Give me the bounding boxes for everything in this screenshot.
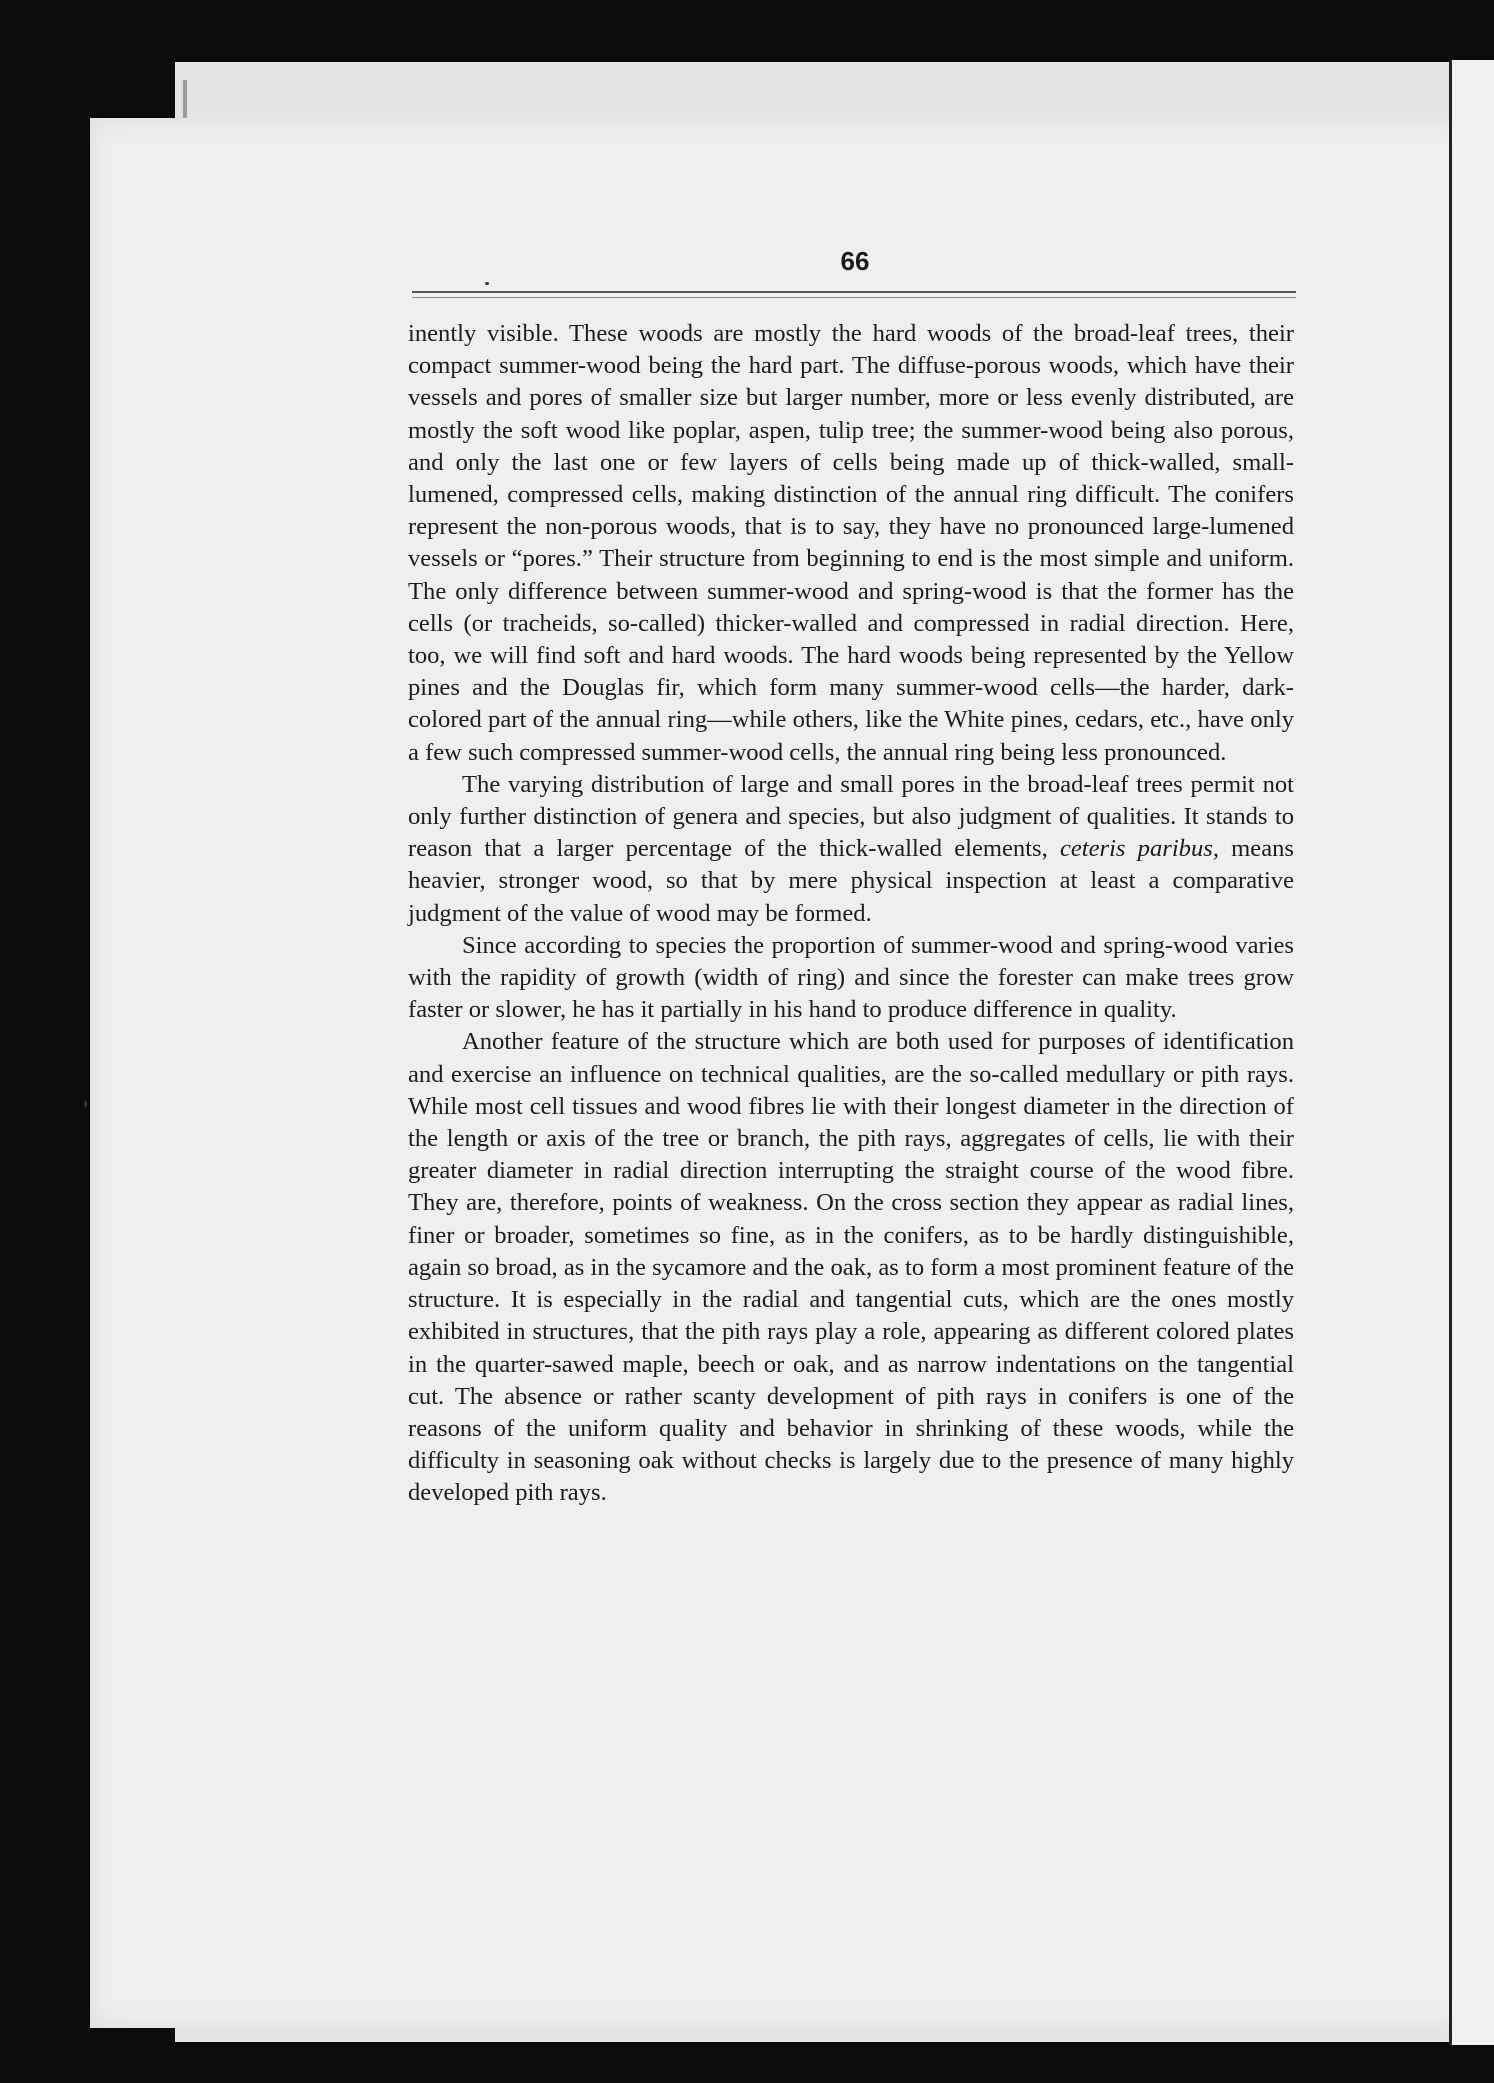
scan-speck bbox=[84, 1100, 87, 1108]
paragraph-2-after: means heavier, stronger wood, so that by mere physical inspection at least a comparative judgment of the value of wood may be formed. bbox=[408, 835, 1294, 927]
latin-phrase: ceteris paribus, bbox=[1059, 835, 1219, 863]
paragraph-2-before: The varying distribution of large and small pores in the broad-leaf trees permit not only further distinction of genera and species, but also judgment of qualities. It stands to reason that a larger percentage of the thick-walled elements, bbox=[408, 770, 1294, 863]
scan-speck bbox=[485, 282, 489, 285]
page-number: 66 bbox=[840, 246, 870, 276]
paragraph-2 bbox=[408, 769, 1294, 930]
paragraph-3: Since according to species the proportion of summer-wood and spring-wood varies with the rapidity of growth (width of ring) and since the forester can make trees grow faster or slower, he has it partially in his hand to produce difference in quality. bbox=[408, 931, 1294, 1024]
paragraph-4: Another feature of the structure which are both used for purposes of identification and exercise an influence on technical qualities, are the so-called medullary or pith rays. While most cell tissues and wood fibres lie with their longest diameter in the direction of the length or axis of the tree or branch, the pith rays, aggregates of cells, lie with their greater diameter in radial direction interrupting the straight course of the wood fibre. They are, therefore, points of weakness. On the cross section they appear as radial lines, finer or broader, sometimes so fine, as in the conifers, as to be hardly distinguishible, again so broad, as in the sycamore and the oak, as to form a most prominent feature of the structure. It is especially in the radial and tangential cuts, which are the ones mostly exhibited in structures, that the pith rays play a role, appearing as different colored plates in the quarter-sawed maple, beech or oak, and as narrow indentations on the tangential cut. The absence or rather scanty development of pith rays in conifers is one of the reasons of the uniform quality and behavior in shrinking of these woods, while the difficulty in seasoning oak without checks is largely due to the presence of many highly developed pith rays. bbox=[408, 1028, 1294, 1507]
header-rule bbox=[412, 291, 1296, 293]
header-rule-thin bbox=[412, 297, 1296, 298]
paragraph-1: inently visible. These woods are mostly the hard woods of the broad-leaf trees, their compact summer-wood being the hard part. The diffuse-porous woods, which have their vessels and pores of smaller size but larger number, more or less evenly distributed, are mostly the soft wood like poplar, aspen, tulip tree; the summer-wood being also porous, and only the last one or few layers of cells being made up of thick-walled, small-lumened, compressed cells, making distinction of the annual ring difficult. The conifers represent the non-porous woods, that is to say, they have no pronounced large-lumened vessels or “pores.” Their structure from beginning to end is the most simple and uniform. The only difference between summer-wood and spring-wood is that the former has the cells (or tracheids, so-called) thicker-walled and compressed in radial direction. Here, too, we will find soft and hard woods. The hard woods being represented by the Yellow pines and the Douglas fir, which form many summer-wood cells—the harder, dark-colored part of the annual ring—while others, like the White pines, cedars, etc., have only a few such compressed summer-wood cells, the annual ring being less pronounced. bbox=[408, 320, 1294, 766]
body-text bbox=[408, 318, 1294, 1510]
right-page-edge bbox=[1449, 60, 1494, 2045]
